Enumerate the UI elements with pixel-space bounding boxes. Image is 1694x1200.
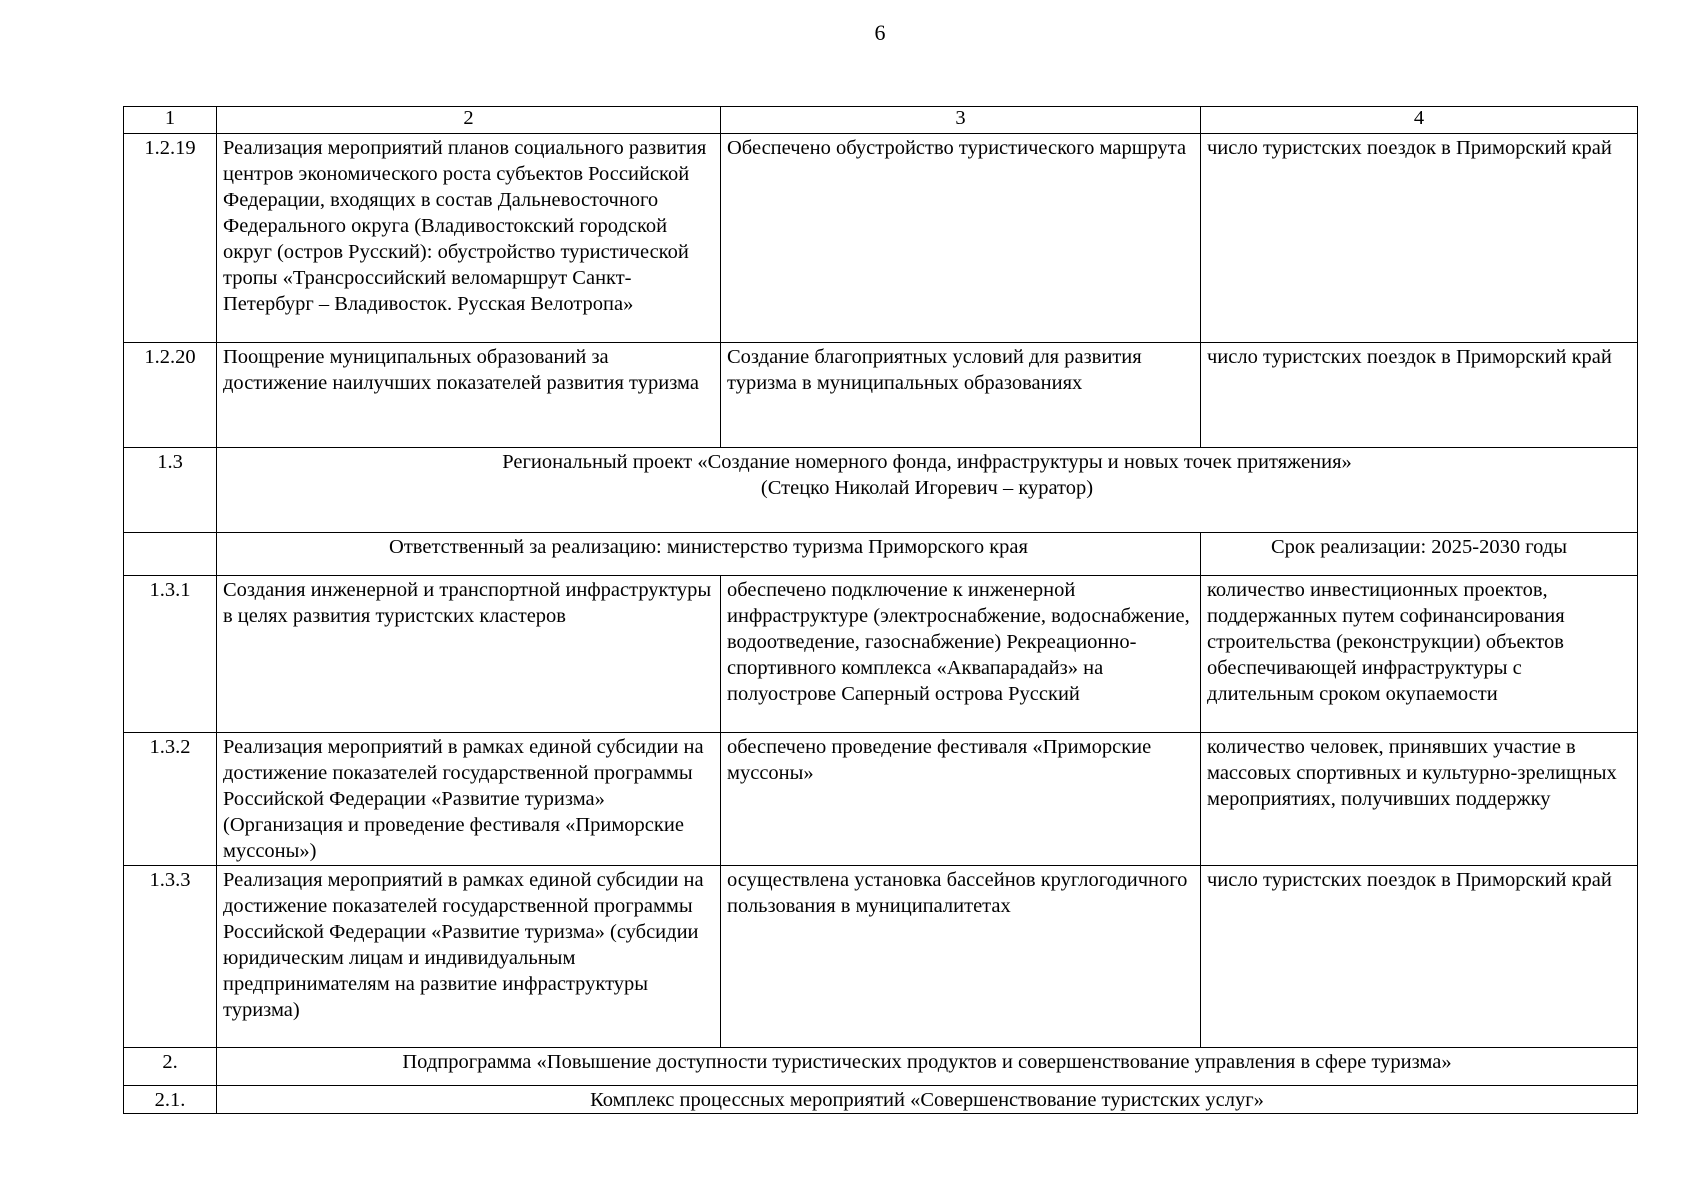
responsible-row — [124, 533, 1638, 576]
column-header-3: 3 — [721, 107, 1201, 134]
measure-indicator: число туристских поездок в Приморский край — [1201, 134, 1638, 343]
table-row — [124, 343, 1638, 448]
regional-project-row — [124, 448, 1638, 533]
measure-result: осуществлена установка бассейнов круглогодичного пользования в муниципалитетах — [721, 866, 1201, 1048]
measure-result: Обеспечено обустройство туристического маршрута — [721, 134, 1201, 343]
measure-name: Реализация мероприятий в рамках единой субсидии на достижение показателей государственной программы Российской Федерации «Развитие туризма» (Организация и проведение фестиваля «Приморские муссоны») — [217, 733, 721, 866]
row-number: 1.3.3 — [124, 866, 217, 1048]
measures-table — [123, 106, 1638, 1114]
page-number: 6 — [874, 20, 886, 45]
complex-title: Комплекс процессных мероприятий «Совершенствование туристских услуг» — [217, 1086, 1638, 1114]
measure-indicator: количество человек, принявших участие в массовых спортивных и культурно-зрелищных мероприятиях, получивших поддержку — [1201, 733, 1638, 866]
responsible-text: Ответственный за реализацию: министерство туризма Приморского края — [217, 533, 1201, 576]
measure-name: Реализация мероприятий планов социального развития центров экономического роста субъектов Российской Федерации, входящих в состав Дальневосточного Федерального округа (Владивостокский городской округ (остров Русский): обустройство туристической тропы «Трансроссийский веломаршрут Санкт-Петербург – Владивосток. Русская Велотропа» — [217, 134, 721, 343]
row-number: 1.3.2 — [124, 733, 217, 866]
row-number: 1.3.1 — [124, 576, 217, 733]
table-row — [124, 576, 1638, 733]
table-row — [124, 866, 1638, 1048]
column-header-2: 2 — [217, 107, 721, 134]
measure-result: Создание благоприятных условий для развития туризма в муниципальных образованиях — [721, 343, 1201, 448]
complex-row — [124, 1086, 1638, 1114]
regional-project-title — [217, 448, 1638, 533]
term-text: Срок реализации: 2025-2030 годы — [1201, 533, 1638, 576]
project-curator-line: (Стецко Николай Игоревич – куратор) — [760, 477, 1094, 499]
table-row — [124, 733, 1638, 866]
table-row — [124, 134, 1638, 343]
measure-indicator: количество инвестиционных проектов, поддержанных путем софинансирования строительства (реконструкции) объектов обеспечивающей инфраструктуры с длительным сроком окупаемости — [1201, 576, 1638, 733]
row-number: 1.3 — [124, 448, 217, 533]
subprogram-row — [124, 1048, 1638, 1086]
row-number: 2. — [124, 1048, 217, 1086]
measure-name: Поощрение муниципальных образований за достижение наилучших показателей развития туризма — [217, 343, 721, 448]
measure-name: Создания инженерной и транспортной инфраструктуры в целях развития туристских кластеров — [217, 576, 721, 733]
row-number: 1.2.20 — [124, 343, 217, 448]
row-number: 1.2.19 — [124, 134, 217, 343]
empty-cell — [124, 533, 217, 576]
measure-result: обеспечено проведение фестиваля «Приморские муссоны» — [721, 733, 1201, 866]
column-header-4: 4 — [1201, 107, 1638, 134]
measure-indicator: число туристских поездок в Приморский край — [1201, 866, 1638, 1048]
project-title-line: Региональный проект «Создание номерного фонда, инфраструктуры и новых точек притяжения» — [502, 451, 1352, 473]
measure-result: обеспечено подключение к инженерной инфраструктуре (электроснабжение, водоснабжение, водоотведение, газоснабжение) Рекреационно-спортивного комплекса «Аквапарадайз» на полуострове Саперный острова Русский — [721, 576, 1201, 733]
measure-indicator: число туристских поездок в Приморский край — [1201, 343, 1638, 448]
table-header-row — [124, 107, 1638, 134]
subprogram-title: Подпрограмма «Повышение доступности туристических продуктов и совершенствование управления в сфере туризма» — [217, 1048, 1638, 1086]
row-number: 2.1. — [124, 1086, 217, 1114]
column-header-1: 1 — [124, 107, 217, 134]
measure-name: Реализация мероприятий в рамках единой субсидии на достижение показателей государственной программы Российской Федерации «Развитие туризма» (субсидии юридическим лицам и индивидуальным предпринимателям на развитие инфраструктуры туризма) — [217, 866, 721, 1048]
